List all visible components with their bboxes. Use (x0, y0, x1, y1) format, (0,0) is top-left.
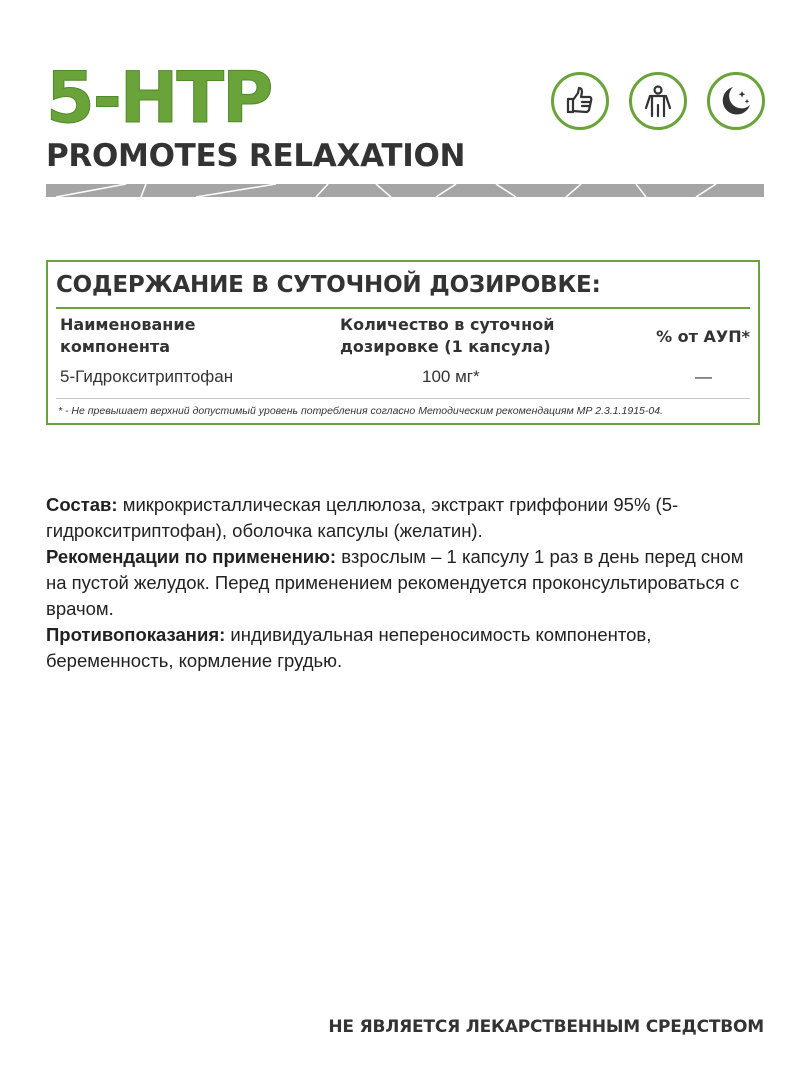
divider (56, 307, 750, 309)
disclaimer: НЕ ЯВЛЯЕТСЯ ЛЕКАРСТВЕННЫМ СРЕДСТВОМ (328, 1017, 764, 1037)
table-cell-amount: 100 мг* (422, 367, 480, 386)
column-header-amount: Количество в суточной дозировке (1 капсула) (340, 315, 555, 356)
moon-stars-icon (707, 72, 765, 130)
decorative-stripe (46, 184, 764, 197)
table-cell-percent: — (695, 367, 712, 386)
recommendations-text: взрослым – 1 капсулу 1 раз в день перед сном на пустой желудок. Перед применением рекомендуется проконсультироваться с врачом. (46, 546, 744, 619)
thumbs-up-icon (551, 72, 609, 130)
column-header-percent: % от АУП* (656, 327, 750, 346)
column-header-component: Наименование компонента (60, 315, 196, 356)
recommendations-label: Рекомендации по применению: (46, 546, 337, 567)
divider (56, 398, 750, 399)
dosage-table (46, 260, 760, 425)
person-icon (629, 72, 687, 130)
composition-text: микрокристаллическая целлюлоза, экстракт гриффонии 95% (5-гидрокситриптофан), оболочка капсулы (желатин). (46, 494, 679, 541)
dosage-table-title: СОДЕРЖАНИЕ В СУТОЧНОЙ ДОЗИРОВКЕ: (56, 272, 601, 298)
benefit-icons (551, 72, 765, 130)
product-title: 5-HTP (46, 57, 272, 139)
contraindications-text: индивидуальная непереносимость компонентов, беременность, кормление грудью. (46, 624, 652, 671)
table-cell-component: 5-Гидрокситриптофан (60, 367, 234, 386)
composition-paragraph (46, 492, 766, 544)
product-description (46, 492, 766, 674)
recommendations-paragraph (46, 544, 766, 622)
contraindications-label: Противопоказания: (46, 624, 226, 645)
contraindications-paragraph (46, 622, 766, 674)
composition-label: Состав: (46, 494, 118, 515)
product-subtitle: PROMOTES RELAXATION (46, 138, 466, 174)
footnote: * - Не превышает верхний допустимый уровень потребления согласно Методическим рекомендациям МР 2.3.1.1915-04. (58, 405, 663, 417)
